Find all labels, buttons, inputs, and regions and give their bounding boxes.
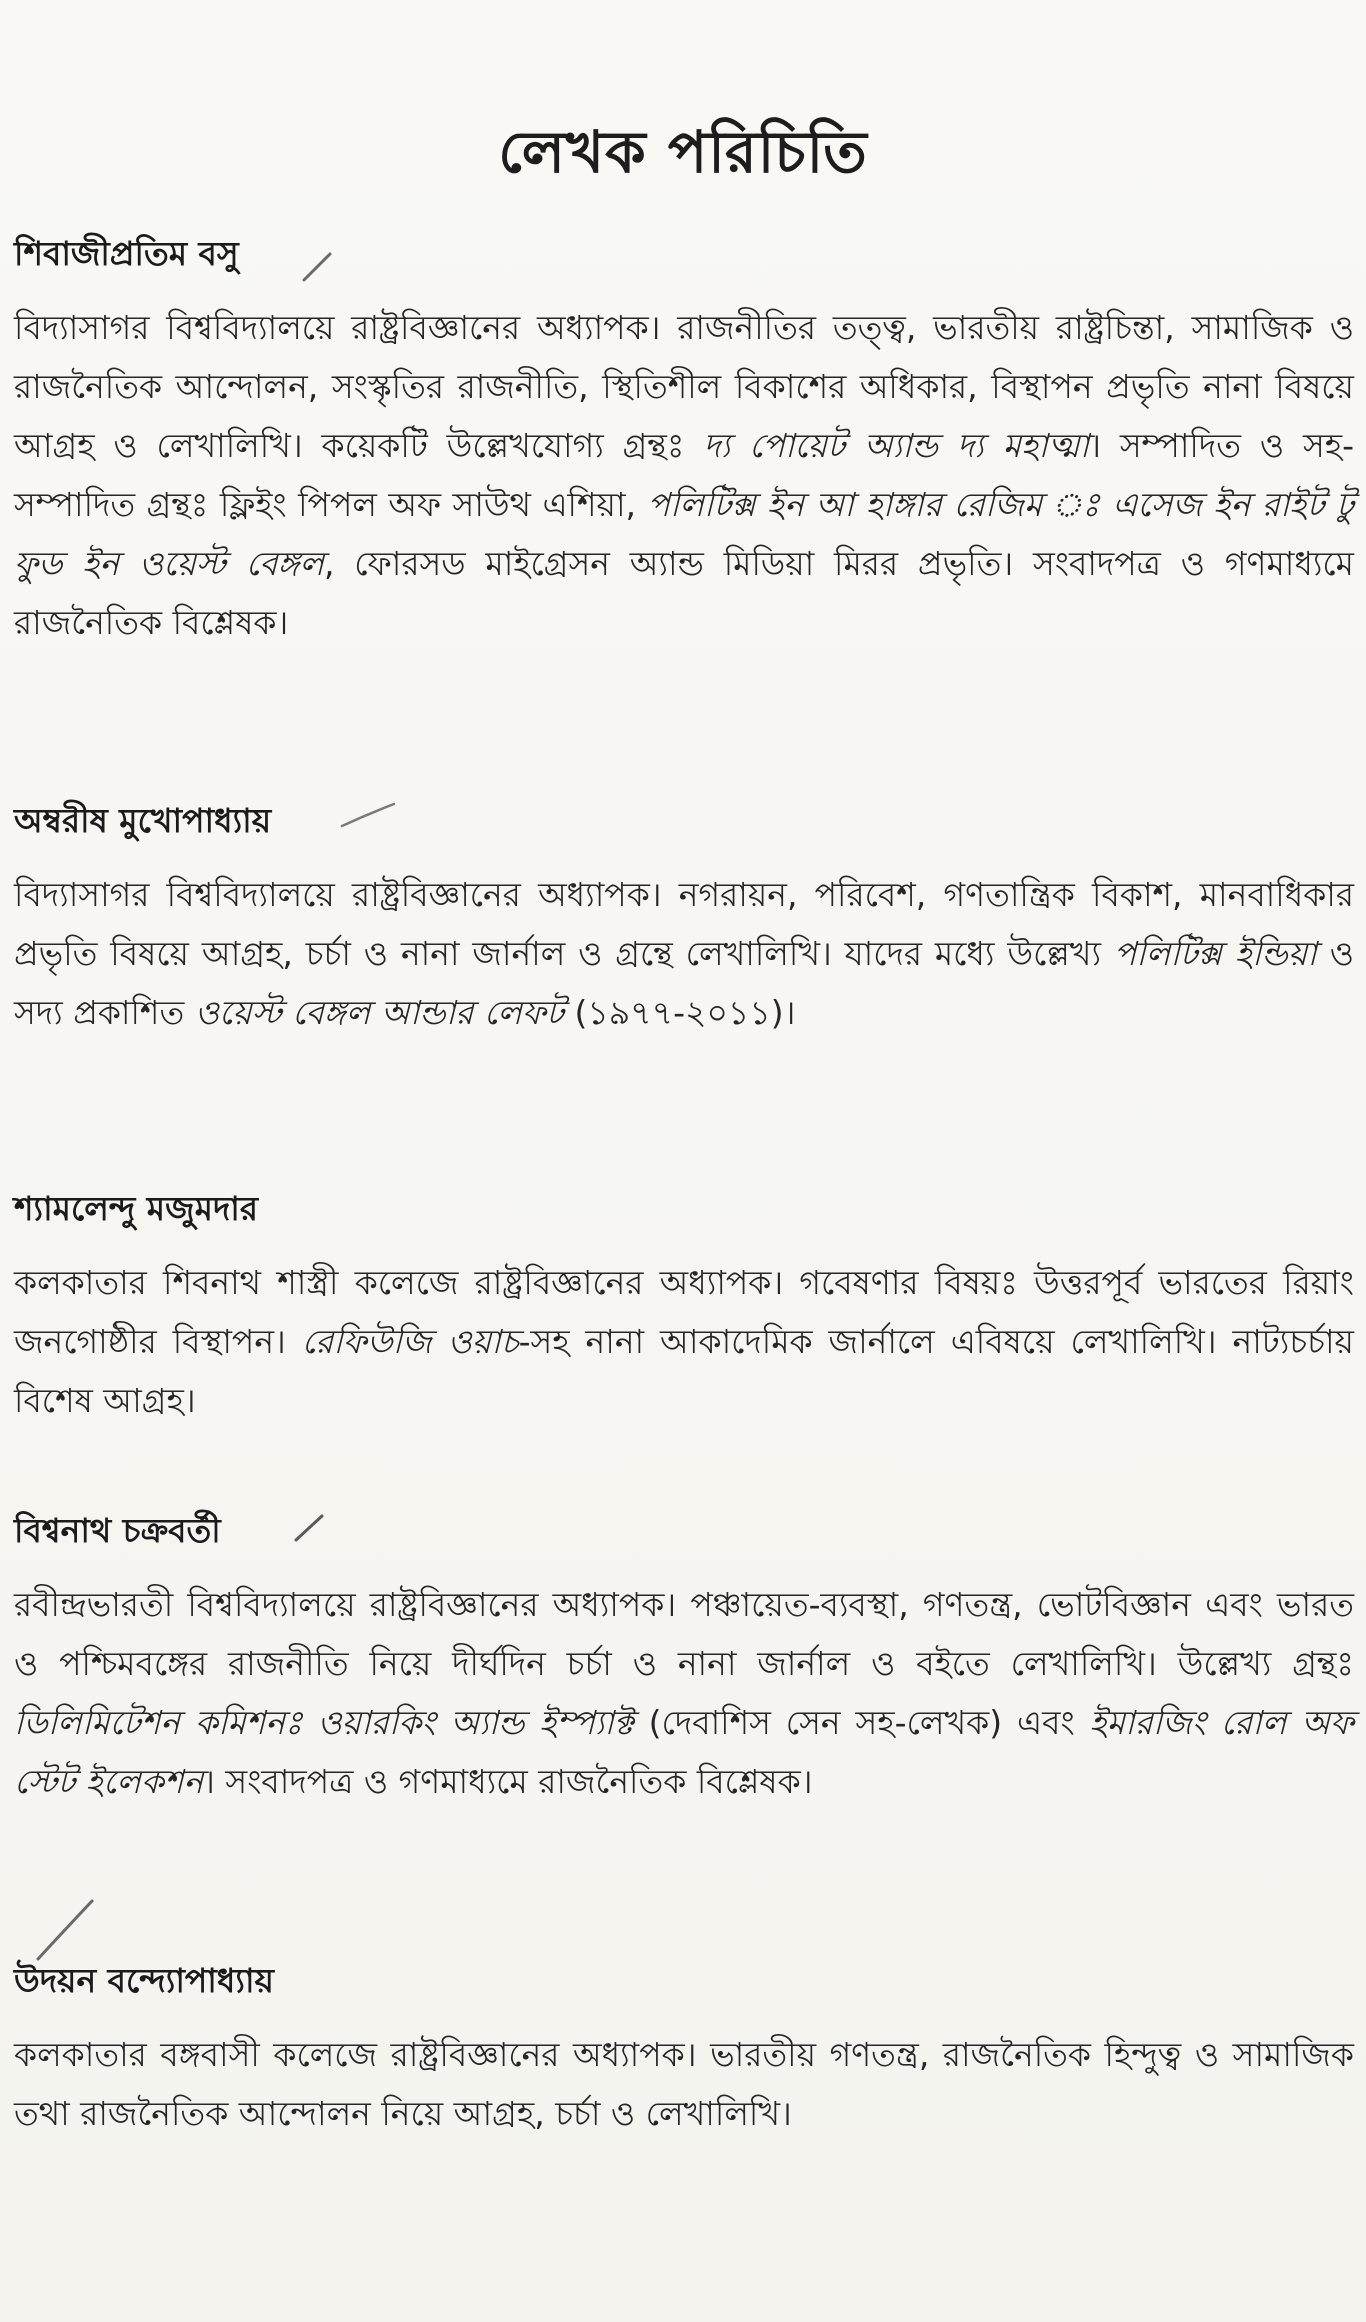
bio-text: বিদ্যাসাগর বিশ্ববিদ্যালয়ে রাষ্ট্রবিজ্ঞানের অধ্যাপক। নগরায়ন, পরিবেশ, গণতান্ত্রিক বিকাশ, মানবাধিকার প্রভৃতি বিষয়ে আগ্রহ, চর্চা ও নানা জার্নাল ও গ্রন্থে লেখালিখি। যাদের মধ্যে উল্লেখ্য [14,875,1354,973]
book-title: ইমারজিং রোল অফ স্টেট ইলেকশন [14,1703,1354,1801]
author-bio [14,298,1354,652]
bio-text: (দেবাশিস সেন সহ-লেখক) এবং [633,1703,1090,1742]
page-title: লেখক পরিচিতি [498,118,868,186]
bio-text: কলকাতার বঙ্গবাসী কলেজে রাষ্ট্রবিজ্ঞানের অধ্যাপক। ভারতীয় গণতন্ত্র, রাজনৈতিক হিন্দুত্ব ও সামাজিক তথা রাজনৈতিক আন্দোলন নিয়ে আগ্রহ, চর্চা ও লেখালিখি। [14,2035,1354,2133]
book-title: ওয়েস্ট বেঙ্গল আন্ডার লেফট [194,993,564,1032]
book-title: দ্য পোয়েট অ্যান্ড দ্য মহাত্মা [703,426,1090,465]
author-entry [14,228,1354,652]
bio-text: । সম্পাদিত ও সহ-সম্পাদিত গ্রন্থঃ ফ্লিইং পিপল অফ সাউথ এশিয়া, [14,426,1354,524]
author-name: শ্যামলেন্দু মজুমদার [14,1189,259,1228]
author-entry [14,1505,1354,1811]
bio-text: রবীন্দ্রভারতী বিশ্ববিদ্যালয়ে রাষ্ট্রবিজ্ঞানের অধ্যাপক। পঞ্চায়েত-ব্যবস্থা, গণতন্ত্র, ভোটবিজ্ঞান এবং ভারত ও পশ্চিমবঙ্গের রাজনীতি নিয়ে দীর্ঘদিন চর্চা ও নানা জার্নাল ও বইতে লেখালিখি। উল্লেখ্য গ্রন্থঃ [14,1585,1354,1683]
author-name: অম্বরীষ মুখোপাধ্যায় [14,801,272,840]
bio-text: , ফোরসড মাইগ্রেসন অ্যান্ড মিডিয়া মিরর প্রভৃতি। সংবাদপত্র ও গণমাধ্যমে রাজনৈতিক বিশ্লেষক। [14,544,1354,642]
bio-text: কলকাতার শিবনাথ শাস্ত্রী কলেজে রাষ্ট্রবিজ্ঞানের অধ্যাপক। গবেষণার বিষয়ঃ উত্তরপূর্ব ভারতের রিয়াং জনগোষ্ঠীর বিস্থাপন। [14,1263,1354,1361]
author-name: শিবাজীপ্রতিম বসু [14,234,239,273]
bio-text: (১৯৭৭-২০১১)। [563,993,796,1032]
bio-text: ও সদ্য প্রকাশিত [14,934,1354,1032]
book-title: পলিটিক্স ইন্ডিয়া [1113,934,1317,973]
bio-text: বিদ্যাসাগর বিশ্ববিদ্যালয়ে রাষ্ট্রবিজ্ঞানের অধ্যাপক। রাজনীতির তত্ত্ব, ভারতীয় রাষ্ট্রচিন্তা, সামাজিক ও রাজনৈতিক আন্দোলন, সংস্কৃতির রাজনীতি, স্থিতিশীল বিকাশের অধিকার, বিস্থাপন প্রভৃতি নানা বিষয়ে আগ্রহ ও লেখালিখি। কয়েকটি উল্লেখযোগ্য গ্রন্থঃ [14,308,1354,465]
bio-text: -সহ নানা আকাদেমিক জার্নালে এবিষয়ে লেখালিখি। নাট্যচর্চায় বিশেষ আগ্রহ। [14,1322,1354,1420]
bio-text: । সংবাদপত্র ও গণমাধ্যমে রাজনৈতিক বিশ্লেষক। [203,1762,813,1801]
author-name: বিশ্বনাথ চক্রবর্তী [14,1511,221,1550]
book-title: ডিলিমিটেশন কমিশনঃ ওয়ারকিং অ্যান্ড ইম্প্যাক্ট [14,1703,634,1742]
author-bio [14,865,1354,1042]
author-bio [14,1575,1354,1811]
author-name: উদয়ন বন্দ্যোপাধ্যায় [14,1961,274,2000]
journal-title: রেফিউজি ওয়াচ [301,1322,519,1361]
author-entry [14,1955,1354,2143]
author-entry [14,1183,1354,1430]
author-bio [14,1253,1354,1430]
author-bio [14,2025,1354,2143]
author-entry [14,795,1354,1042]
book-title: পলিটিক্স ইন আ হাঙ্গার রেজিম ঃ এসেজ ইন রাইট টু ফুড ইন ওয়েস্ট বেঙ্গল [14,485,1354,583]
